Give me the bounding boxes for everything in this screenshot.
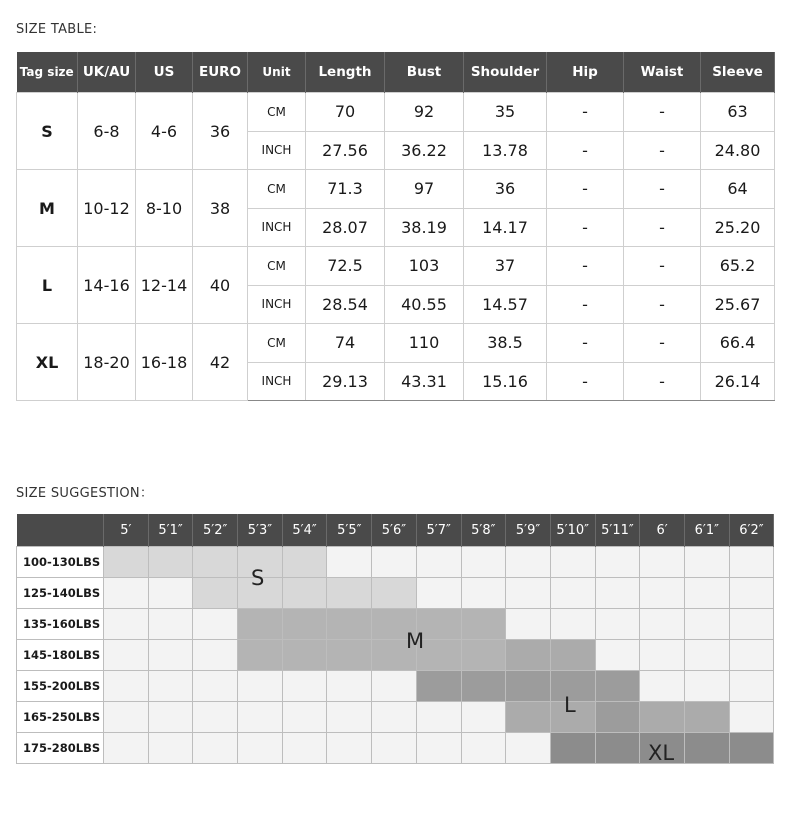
bust-cell: 97: [385, 170, 464, 209]
suggestion-cell: [640, 640, 685, 671]
suggestion-cell: [238, 671, 283, 702]
hip-cell: -: [547, 247, 624, 286]
suggestion-cell: [148, 671, 193, 702]
size-suggestion-title: SIZE SUGGESTION：: [16, 486, 154, 501]
weight-row: [17, 640, 774, 671]
length-cell: 28.54: [306, 285, 385, 324]
suggestion-cell: [684, 609, 729, 640]
weight-label: 155-200LBS: [17, 671, 104, 702]
hip-cell: -: [547, 208, 624, 247]
suggestion-cell: [327, 578, 372, 609]
length-cell: 72.5: [306, 247, 385, 286]
suggestion-cell: [684, 671, 729, 702]
hip-cell: -: [547, 324, 624, 363]
bust-cell: 38.19: [385, 208, 464, 247]
suggestion-cell: [461, 671, 506, 702]
suggestion-cell: [372, 671, 417, 702]
suggestion-cell: [506, 733, 551, 764]
header-euro: EURO: [193, 52, 248, 93]
us-cell: 12-14: [136, 247, 193, 324]
uk-au-cell: 10-12: [78, 170, 136, 247]
suggestion-cell: [193, 702, 238, 733]
header-bust: Bust: [385, 52, 464, 93]
suggestion-cell: [640, 547, 685, 578]
suggestion-cell: [416, 578, 461, 609]
zone-label-m: M: [406, 629, 425, 653]
suggestion-cell: [104, 733, 149, 764]
header-shoulder: Shoulder: [464, 52, 547, 93]
hip-cell: -: [547, 93, 624, 132]
suggestion-cell: [640, 671, 685, 702]
unit-cell: INCH: [248, 208, 306, 247]
unit-cell: INCH: [248, 131, 306, 170]
sleeve-cell: 25.20: [701, 208, 775, 247]
length-cell: 74: [306, 324, 385, 363]
suggestion-cell: [550, 609, 595, 640]
suggestion-cell: [640, 578, 685, 609]
sleeve-cell: 65.2: [701, 247, 775, 286]
suggestion-cell: [327, 702, 372, 733]
suggestion-cell: [327, 671, 372, 702]
suggestion-cell: [416, 671, 461, 702]
hip-cell: -: [547, 285, 624, 324]
header-hip: Hip: [547, 52, 624, 93]
euro-cell: 42: [193, 324, 248, 401]
suggestion-cell: [238, 609, 283, 640]
suggestion-cell: [282, 702, 327, 733]
suggestion-cell: [416, 733, 461, 764]
us-cell: 4-6: [136, 93, 193, 170]
suggestion-cell: [595, 609, 640, 640]
uk-au-cell: 14-16: [78, 247, 136, 324]
height-header: 5′1″: [148, 514, 193, 547]
hip-cell: -: [547, 170, 624, 209]
suggestion-cell: [595, 547, 640, 578]
suggestion-cell: [550, 547, 595, 578]
uk-au-cell: 6-8: [78, 93, 136, 170]
us-cell: 8-10: [136, 170, 193, 247]
weight-row: [17, 671, 774, 702]
suggestion-cell: [193, 671, 238, 702]
size-tag-cell: M: [17, 170, 78, 247]
suggestion-cell: [461, 640, 506, 671]
length-cell: 27.56: [306, 131, 385, 170]
size-row-cm: [17, 170, 775, 209]
height-header: 6′: [640, 514, 685, 547]
suggestion-cell: [729, 578, 774, 609]
suggestion-cell: [640, 702, 685, 733]
height-header: 5′3″: [238, 514, 283, 547]
euro-cell: 36: [193, 93, 248, 170]
suggestion-cell: [595, 640, 640, 671]
height-header: 5′6″: [372, 514, 417, 547]
suggestion-cell: [595, 702, 640, 733]
size-table: [16, 52, 775, 401]
weight-row: [17, 578, 774, 609]
suggestion-cell: [238, 640, 283, 671]
weight-label: 145-180LBS: [17, 640, 104, 671]
sleeve-cell: 26.14: [701, 362, 775, 401]
waist-cell: -: [624, 208, 701, 247]
us-cell: 16-18: [136, 324, 193, 401]
suggestion-cell: [550, 578, 595, 609]
shoulder-cell: 14.17: [464, 208, 547, 247]
suggestion-cell: [148, 733, 193, 764]
waist-cell: -: [624, 362, 701, 401]
size-suggestion-table: [16, 514, 774, 764]
sleeve-cell: 24.80: [701, 131, 775, 170]
suggestion-cell: [506, 702, 551, 733]
height-header: 5′7″: [416, 514, 461, 547]
header-length: Length: [306, 52, 385, 93]
suggestion-cell: [104, 547, 149, 578]
suggestion-cell: [684, 578, 729, 609]
size-row-cm: [17, 324, 775, 363]
suggestion-cell: [372, 702, 417, 733]
suggestion-cell: [372, 547, 417, 578]
suggestion-cell: [729, 640, 774, 671]
suggestion-cell: [148, 578, 193, 609]
suggestion-cell: [282, 609, 327, 640]
height-header: 5′11″: [595, 514, 640, 547]
unit-cell: CM: [248, 324, 306, 363]
height-header: 5′2″: [193, 514, 238, 547]
sleeve-cell: 63: [701, 93, 775, 132]
suggestion-cell: [282, 640, 327, 671]
suggestion-cell: [148, 547, 193, 578]
length-cell: 71.3: [306, 170, 385, 209]
suggestion-cell: [327, 733, 372, 764]
suggestion-cell: [193, 547, 238, 578]
height-header: 6′1″: [684, 514, 729, 547]
suggestion-cell: [282, 733, 327, 764]
weight-row: [17, 547, 774, 578]
suggestion-cell: [729, 671, 774, 702]
shoulder-cell: 13.78: [464, 131, 547, 170]
suggestion-cell: [461, 702, 506, 733]
suggestion-cell: [461, 733, 506, 764]
shoulder-cell: 38.5: [464, 324, 547, 363]
waist-cell: -: [624, 93, 701, 132]
weight-label: 100-130LBS: [17, 547, 104, 578]
size-row-cm: [17, 93, 775, 132]
sleeve-cell: 64: [701, 170, 775, 209]
suggestion-cell: [416, 547, 461, 578]
height-header: 6′2″: [729, 514, 774, 547]
size-tag-cell: L: [17, 247, 78, 324]
unit-cell: CM: [248, 93, 306, 132]
suggestion-cell: [104, 702, 149, 733]
suggestion-cell: [550, 733, 595, 764]
shoulder-cell: 35: [464, 93, 547, 132]
weight-label: 125-140LBS: [17, 578, 104, 609]
weight-label: 135-160LBS: [17, 609, 104, 640]
header-us: US: [136, 52, 193, 93]
suggestion-cell: [461, 578, 506, 609]
suggestion-cell: [506, 640, 551, 671]
suggestion-cell: [282, 578, 327, 609]
sleeve-cell: 25.67: [701, 285, 775, 324]
bust-cell: 40.55: [385, 285, 464, 324]
header-waist: Waist: [624, 52, 701, 93]
waist-cell: -: [624, 324, 701, 363]
suggestion-cell: [729, 702, 774, 733]
suggestion-cell: [729, 547, 774, 578]
euro-cell: 38: [193, 170, 248, 247]
suggestion-cell: [416, 702, 461, 733]
header-uk-au: UK/AU: [78, 52, 136, 93]
suggestion-cell: [506, 578, 551, 609]
waist-cell: -: [624, 131, 701, 170]
height-header: 5′4″: [282, 514, 327, 547]
suggestion-cell: [104, 671, 149, 702]
suggestion-cell: [193, 640, 238, 671]
shoulder-cell: 37: [464, 247, 547, 286]
unit-cell: CM: [248, 170, 306, 209]
bust-cell: 103: [385, 247, 464, 286]
suggestion-cell: [193, 609, 238, 640]
waist-cell: -: [624, 170, 701, 209]
waist-cell: -: [624, 285, 701, 324]
bust-cell: 36.22: [385, 131, 464, 170]
weight-row: [17, 702, 774, 733]
suggestion-cell: [506, 609, 551, 640]
length-cell: 28.07: [306, 208, 385, 247]
weight-row: [17, 609, 774, 640]
suggestion-cell: [506, 547, 551, 578]
suggestion-cell: [104, 640, 149, 671]
euro-cell: 40: [193, 247, 248, 324]
size-table-header-row: [17, 52, 775, 93]
suggestion-cell: [327, 640, 372, 671]
suggestion-cell: [148, 640, 193, 671]
suggestion-cell: [193, 733, 238, 764]
weight-label: 165-250LBS: [17, 702, 104, 733]
height-header: 5′8″: [461, 514, 506, 547]
shoulder-cell: 14.57: [464, 285, 547, 324]
suggestion-cell: [148, 702, 193, 733]
bust-cell: 110: [385, 324, 464, 363]
height-header: 5′5″: [327, 514, 372, 547]
suggestion-cell: [684, 702, 729, 733]
suggestion-cell: [372, 578, 417, 609]
shoulder-cell: 15.16: [464, 362, 547, 401]
suggestion-cell: [238, 733, 283, 764]
suggestion-cell: [327, 609, 372, 640]
waist-cell: -: [624, 247, 701, 286]
length-cell: 70: [306, 93, 385, 132]
shoulder-cell: 36: [464, 170, 547, 209]
header-sleeve: Sleeve: [701, 52, 775, 93]
suggestion-cell: [684, 547, 729, 578]
suggestion-header-row: [17, 514, 774, 547]
suggestion-cell: [729, 609, 774, 640]
weight-label: 175-280LBS: [17, 733, 104, 764]
height-header: 5′9″: [506, 514, 551, 547]
zone-label-xl: XL: [648, 741, 675, 765]
size-tag-cell: XL: [17, 324, 78, 401]
height-header: 5′: [104, 514, 149, 547]
suggestion-cell: [640, 609, 685, 640]
suggestion-cell: [595, 578, 640, 609]
unit-cell: INCH: [248, 362, 306, 401]
suggestion-cell: [104, 609, 149, 640]
size-table-title: SIZE TABLE:: [16, 22, 98, 37]
hip-cell: -: [547, 131, 624, 170]
suggestion-cell: [238, 702, 283, 733]
zone-label-l: L: [564, 693, 576, 717]
suggestion-cell: [372, 733, 417, 764]
suggestion-cell: [282, 671, 327, 702]
sleeve-cell: 66.4: [701, 324, 775, 363]
suggestion-cell: [595, 733, 640, 764]
corner-header: [17, 514, 104, 547]
hip-cell: -: [547, 362, 624, 401]
suggestion-cell: [550, 640, 595, 671]
suggestion-cell: [461, 547, 506, 578]
uk-au-cell: 18-20: [78, 324, 136, 401]
suggestion-cell: [729, 733, 774, 764]
header-unit: Unit: [248, 52, 306, 93]
length-cell: 29.13: [306, 362, 385, 401]
suggestion-cell: [193, 578, 238, 609]
suggestion-cell: [595, 671, 640, 702]
suggestion-cell: [684, 733, 729, 764]
header-tag-size: Tag size: [17, 52, 78, 93]
suggestion-cell: [461, 609, 506, 640]
bust-cell: 92: [385, 93, 464, 132]
suggestion-cell: [327, 547, 372, 578]
bust-cell: 43.31: [385, 362, 464, 401]
height-header: 5′10″: [550, 514, 595, 547]
zone-label-s: S: [251, 566, 265, 590]
suggestion-cell: [104, 578, 149, 609]
suggestion-cell: [684, 640, 729, 671]
suggestion-cell: [506, 671, 551, 702]
suggestion-cell: [148, 609, 193, 640]
unit-cell: CM: [248, 247, 306, 286]
suggestion-cell: [282, 547, 327, 578]
size-row-cm: [17, 247, 775, 286]
unit-cell: INCH: [248, 285, 306, 324]
size-tag-cell: S: [17, 93, 78, 170]
